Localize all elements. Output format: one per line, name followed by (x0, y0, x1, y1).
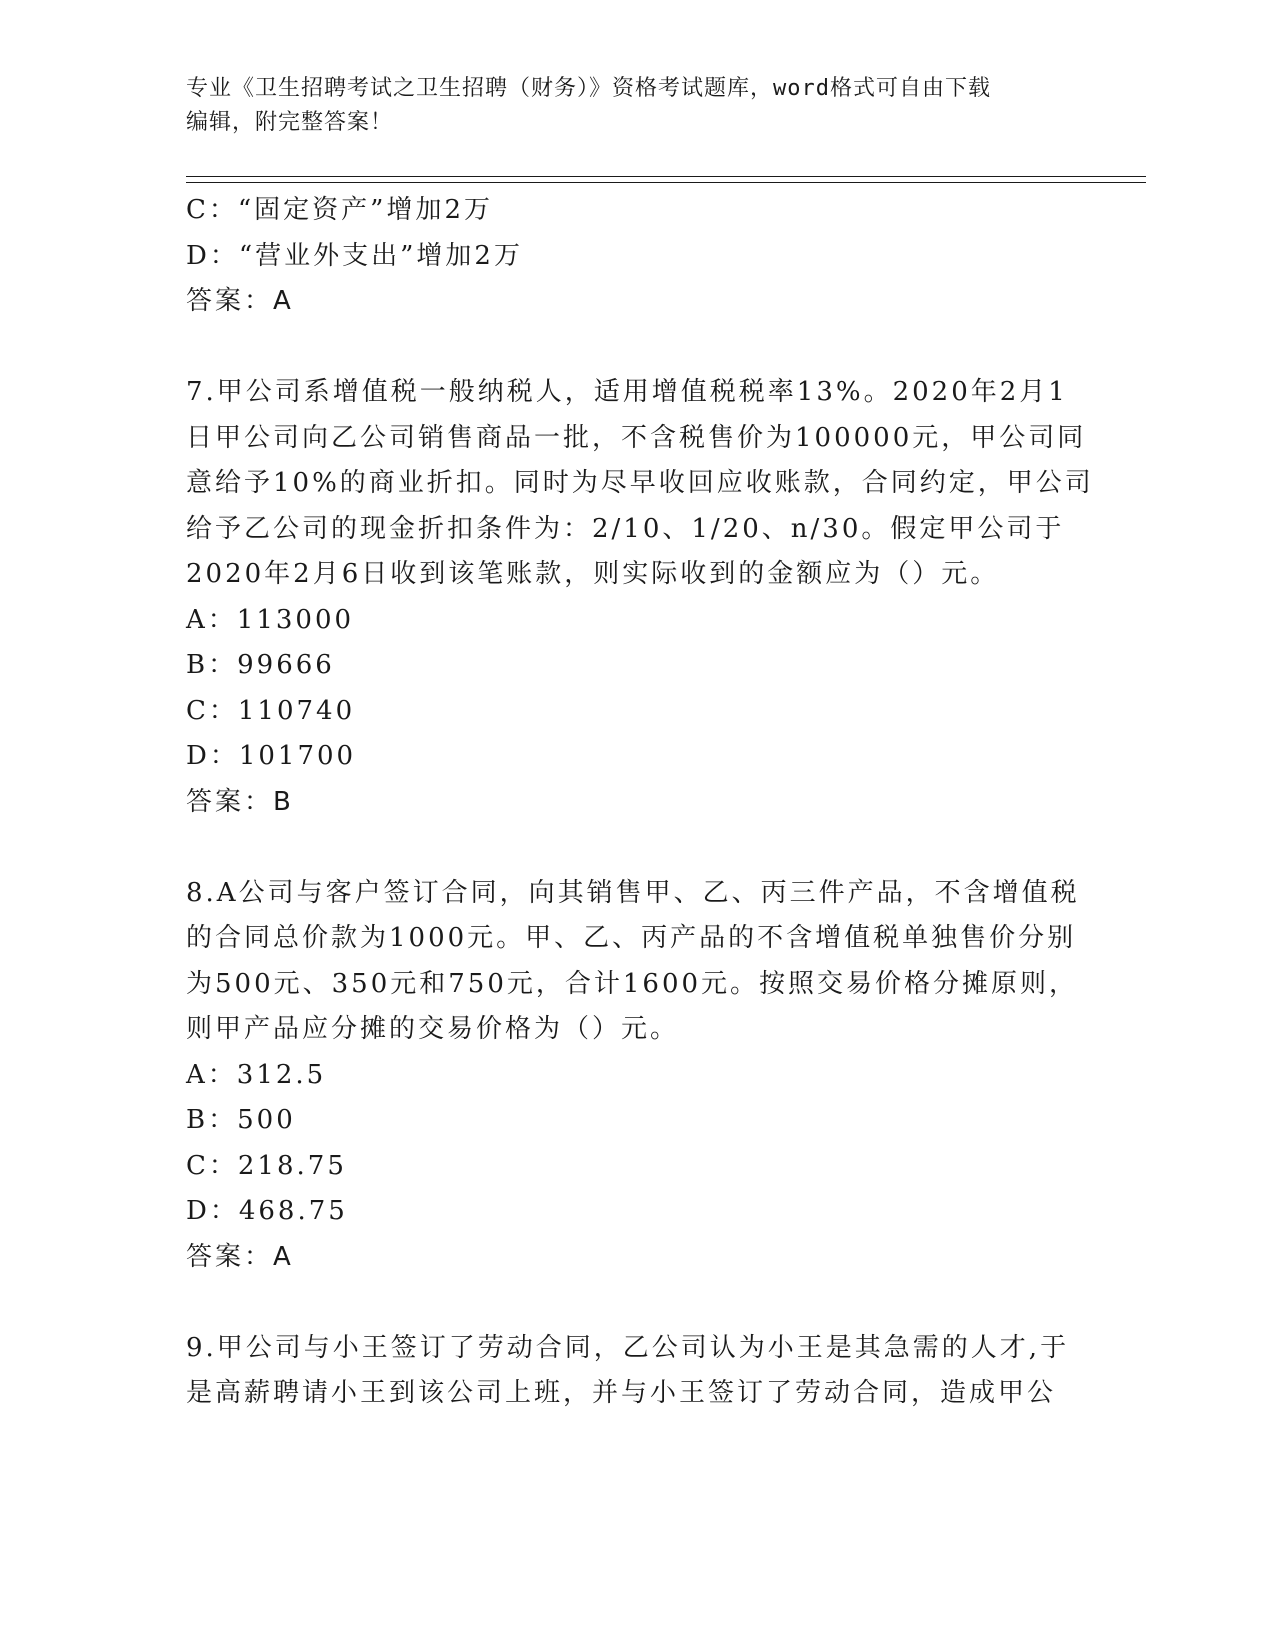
question-stem-line: 9.甲公司与小王签订了劳动合同，乙公司认为小王是其急需的人才,于 (186, 1332, 1070, 1363)
option-d: D：“营业外支出”增加2万 (186, 240, 523, 271)
header-rule-bottom (186, 182, 1146, 183)
question-8 (186, 871, 1086, 1281)
question-stem-line: 8.A公司与客户签订合同，向其销售甲、乙、丙三件产品，不含增值税 (186, 877, 1080, 908)
header-line-2: 编辑，附完整答案！ (186, 110, 394, 135)
option-c: C：218.75 (186, 1150, 347, 1181)
option-d: D：468.75 (186, 1196, 348, 1226)
option-c: C：110740 (186, 695, 356, 726)
header-line-1: 专业《卫生招聘考试之卫生招聘（财务）》资格考试题库，word格式可自由下载 (186, 76, 991, 101)
spacer (186, 325, 1086, 371)
answer: 答案：B (186, 786, 294, 817)
option-d: D：101700 (186, 741, 357, 771)
question-9 (186, 1326, 1086, 1417)
spacer (186, 1280, 1086, 1326)
question-stem-line: 是高薪聘请小王到该公司上班，并与小王签订了劳动合同，造成甲公 (186, 1378, 1057, 1408)
spacer (186, 825, 1086, 871)
header-rule-top (186, 176, 1146, 177)
option-b: B：500 (186, 1105, 296, 1135)
option-b: B：99666 (186, 650, 335, 680)
option-a: A：312.5 (186, 1059, 327, 1090)
answer: 答案：A (186, 286, 294, 316)
question-stem-line: 的合同总价款为1000元。甲、乙、丙产品的不含增值税单独售价分别 (186, 923, 1077, 953)
document-body (186, 188, 1094, 1417)
answer: 答案：A (186, 1241, 294, 1272)
question-6-tail (186, 188, 1086, 325)
option-a: A：113000 (186, 604, 355, 635)
page-header (186, 72, 1066, 140)
question-stem-line: 给予乙公司的现金折扣条件为：2/10、1/20、n/30。假定甲公司于 (186, 513, 1065, 544)
question-stem-line: 日甲公司向乙公司销售商品一批，不含税售价为100000元，甲公司同 (186, 422, 1087, 453)
option-c: C：“固定资产”增加2万 (186, 195, 494, 225)
question-stem-line: 7.甲公司系增值税一般纳税人，适用增值税税率13%。2020年2月1 (186, 377, 1068, 407)
question-stem-line: 2020年2月6日收到该笔账款，则实际收到的金额应为（）元。 (186, 559, 1000, 589)
question-stem-line: 意给予10%的商业折扣。同时为尽早收回应收账款，合同约定，甲公司 (186, 468, 1094, 498)
question-stem-line: 则甲产品应分摊的交易价格为（）元。 (186, 1014, 680, 1044)
question-stem-line: 为500元、350元和750元，合计1600元。按照交易价格分摊原则， (186, 968, 1079, 999)
question-7 (186, 370, 1094, 825)
